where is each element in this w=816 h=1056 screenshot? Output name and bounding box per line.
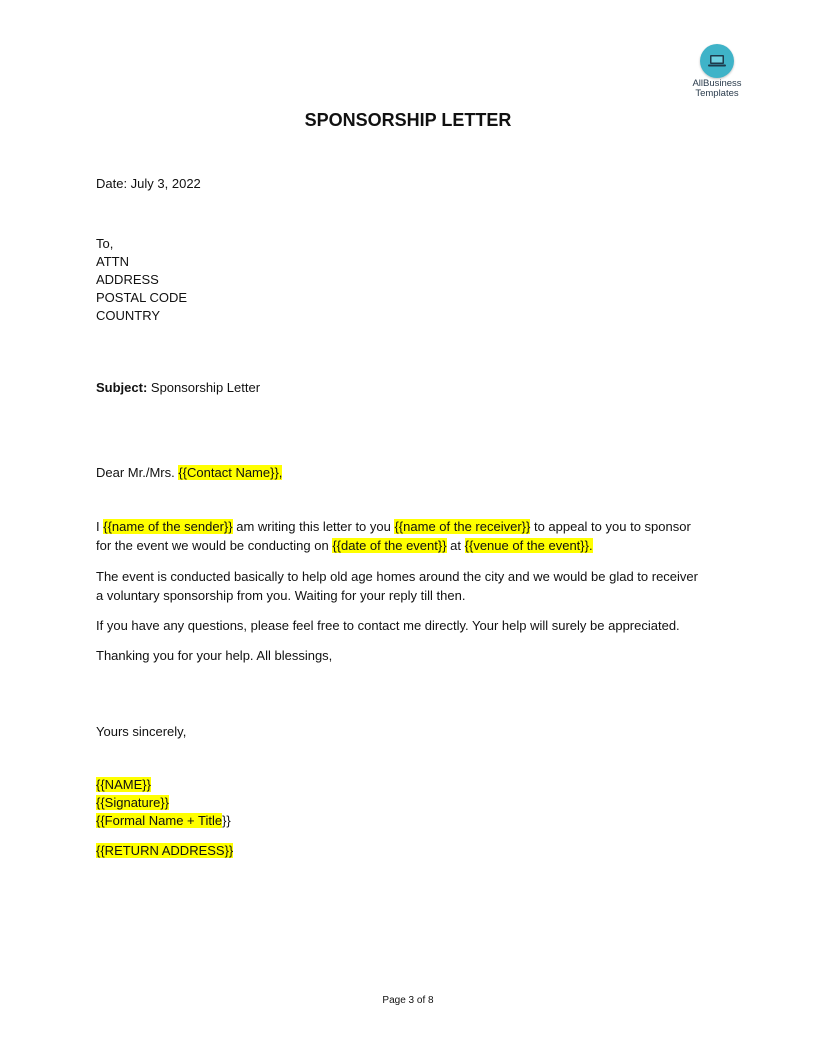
closing: Yours sincerely,	[96, 724, 187, 739]
subject-text: Sponsorship Letter	[147, 380, 261, 395]
address-line: COUNTRY	[96, 308, 161, 323]
contact-name-placeholder: {{Contact Name}},	[178, 465, 283, 480]
document-title: SPONSORSHIP LETTER	[304, 110, 512, 130]
signature-placeholder: {{Signature}}	[96, 795, 170, 810]
sender-name-placeholder: {{name of the sender}}	[103, 519, 233, 534]
address-line: ATTN	[96, 254, 129, 269]
return-address-placeholder: {{RETURN ADDRESS}}	[96, 843, 234, 858]
paragraph-appeal	[96, 517, 724, 555]
signature-block	[96, 776, 231, 830]
subject-label: Subject:	[96, 380, 148, 395]
paragraph-text: at	[446, 538, 465, 553]
receiver-name-placeholder: {{name of the receiver}}	[394, 519, 531, 534]
date-line: Date: July 3, 2022	[96, 176, 201, 191]
event-date-placeholder: {{date of the event}}	[332, 538, 447, 553]
formal-name-tail: }}	[222, 813, 231, 828]
paragraph-line: The event is conducted basically to help old age homes around the city and we would be glad to receiver	[96, 569, 698, 584]
address-line: POSTAL CODE	[96, 290, 188, 305]
address-line: To,	[96, 236, 114, 251]
paragraph-text: to appeal to you to sponsor	[530, 519, 691, 534]
name-placeholder: {{NAME}}	[96, 777, 151, 792]
company-logo	[690, 44, 744, 99]
salutation-prefix: Dear Mr./Mrs.	[96, 465, 179, 480]
logo-text-line2: Templates	[695, 88, 739, 99]
page-number: Page 3 of 8	[382, 995, 434, 1006]
formal-name-placeholder: {{Formal Name + Title	[96, 813, 223, 828]
paragraph-thanks: Thanking you for your help. All blessings,	[96, 648, 333, 663]
logo-text-line1: AllBusiness	[692, 78, 742, 89]
salutation	[96, 464, 282, 482]
event-venue-placeholder: {{venue of the event}}.	[464, 538, 593, 553]
paragraph-event-purpose	[96, 567, 724, 605]
laptop-icon	[700, 44, 734, 78]
paragraph-text: I	[96, 519, 104, 534]
paragraph-text: am writing this letter to you	[232, 519, 395, 534]
paragraph-text: for the event we would be conducting on	[96, 538, 333, 553]
address-line: ADDRESS	[96, 272, 159, 287]
subject-line	[96, 379, 260, 397]
paragraph-contact: If you have any questions, please feel free to contact me directly. Your help will surely be appreciated.	[96, 618, 680, 633]
return-address-line	[96, 842, 233, 860]
address-block	[96, 235, 187, 325]
paragraph-line: a voluntary sponsorship from you. Waiting for your reply till then.	[96, 588, 466, 603]
